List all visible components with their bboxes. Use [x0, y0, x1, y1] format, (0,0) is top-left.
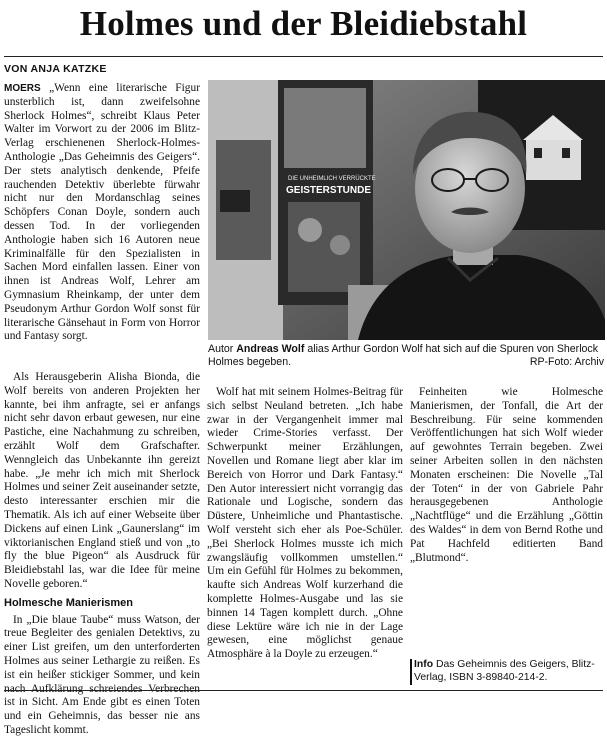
column-1-top — [4, 82, 200, 344]
dateline: MOERS — [4, 83, 41, 94]
headline: Holmes und der Bleidiebstahl — [79, 4, 528, 43]
column-3 — [410, 386, 603, 565]
paragraph-2: Als Herausgeberin Alisha Bionda, die Wolf bereits von anderen Projekten her kannte, bei ihm anfragte, sei er anfangs nicht sehr davon erbaut gewesen, nur eine Pastiche, eine Nachahmung zu schreiben, erzählt Wolf dem Grafschafter. Wenngleich das Unbekannte ihn gereizt habe. „Je mehr ich mich mit Sherlock Holmes und seiner Zeit auseinander setzte, desto interessanter erschien mir die Thematik. Als ich auf einer Webseite über Dickens auf einen Link „Gaunerslang“ im viktorianischen England stieß und von „to fly the blue Pigeon“ als Ausdruck für Bleidiebstahl las, war die Idee für meine Novelle geboren.“ — [4, 371, 200, 590]
paragraph-4: Wolf hat mit seinem Holmes-Beitrag für sich selbst Neuland betreten. „Ich habe zwar in der Vergangenheit immer mal wieder Crime-Stories verfasst. Der Schwerpunkt meiner Erzählungen, Novellen und Romane liegt aber klar im Bereich von Horror und Dark Fantasy.“ Den Autor interessiert nicht vorrangig das Rationale und Logische, sondern das Düstere, Unheimliche und Phantastische. Wolf versteht sich eher als Poe-Schüler. „Bei Sherlock Holmes musste ich mich zwangsläufig vollkommen umstellen.“ Um ein Gefühl für Holmes zu bekommen, kaufte sich Andreas Wolf kurzerhand die komplette Holmes-Ausgabe und las sie binnen 14 Tagen komplett durch. „Ohne diese Lektüre wäre ich nie in der Lage gewesen, eine möglichst genaue Atmosphäre à la Doyle zu erzeugen.“ — [207, 386, 403, 661]
author-photo — [208, 80, 605, 340]
byline: VON ANJA KATZKE — [4, 63, 107, 75]
paragraph-5: Feinheiten wie Holmesche Manierismen, der Tonfall, die Art der Beschreibung. Für seine kommenden Veröffentlichungen hat sich Wolf wieder auf gewohntes Terrain begeben. Zwei seiner Arbeiten sollen in den nächsten Monaten erscheinen: Die Novelle „Tal der Toten“ in der von Gabriele Pahr herausgegebenen Anthologie „Nachtflüge“ und die Erzählung „Göttin des Waldes“ in dem von Bernd Rothe und Pat Hachfeld editierten Band „Blutmond“. — [410, 386, 603, 564]
column-2 — [207, 386, 403, 662]
caption-name: Andreas Wolf — [236, 343, 305, 355]
poster-title: GEISTERSTUNDE — [286, 185, 372, 196]
poster-subtitle: DIE UNHEIMLICH VERRÜCKTE — [288, 176, 376, 182]
photo-credit: RP-Foto: Archiv — [529, 356, 604, 368]
info-text: Das Geheimnis des Geigers, Blitz-Verlag, ISBN 3-89840-214-2. — [414, 659, 595, 683]
paragraph-3: In „Die blaue Taube“ muss Watson, der treue Begleiter des genialen Detektivs, zu einer List greifen, um den unterforderten Holmes aus seiner Lethargie zu reißen. Es ist ein heißer stickiger Sommer, und kein nach Aufklärung schreiendes Verbrechen ist in Sicht. Am Ende gibt es einen Toten und ein Geheimnis, das besser nie ans Tageslicht kommt. — [4, 613, 200, 736]
photo-caption: Autor Andreas Wolf alias Arthur Gordon Wolf hat sich auf die Spuren von Sherlock Holmes begeben. — [208, 343, 599, 368]
info-label: Info — [414, 659, 434, 670]
column-1-bottom — [4, 371, 200, 738]
info-box — [414, 658, 604, 684]
info-marker — [410, 659, 412, 685]
top-rule — [4, 56, 603, 57]
bottom-rule — [4, 690, 603, 691]
subheading: Holmesche Manierismen — [4, 596, 133, 609]
paragraph-1: MOERS „Wenn eine literarische Figur unsterblich ist, dann zweifelsohne Sherlock Holmes“, schreibt Klaus Peter Walter im Vorwort zu der 2006 im Blitz-Verlag erschienenen Sherlock-Holmes-Anthologie „Das Geheimnis des Geigers“. Der stets analytisch denkende, Pfeife rauchenden Detektiv überlebte fürwahr nicht nur den Mordanschlag seines Schöpfers Conan Doyle, sondern auch dessen Tod. In der vorliegenden Anthologie haben sich 16 Autoren neue Kriminalfälle für den Spezialisten in Sachen Mord einfallen lassen. Einer von ihnen ist Andreas Wolf, Lehrer am Gymnasium Rheinkamp, der unter dem Pseudonym Arthur Gordon Wolf sonst für literarische Gänsehaut in Form von Horror und Fantasy sorgt. — [4, 82, 200, 343]
